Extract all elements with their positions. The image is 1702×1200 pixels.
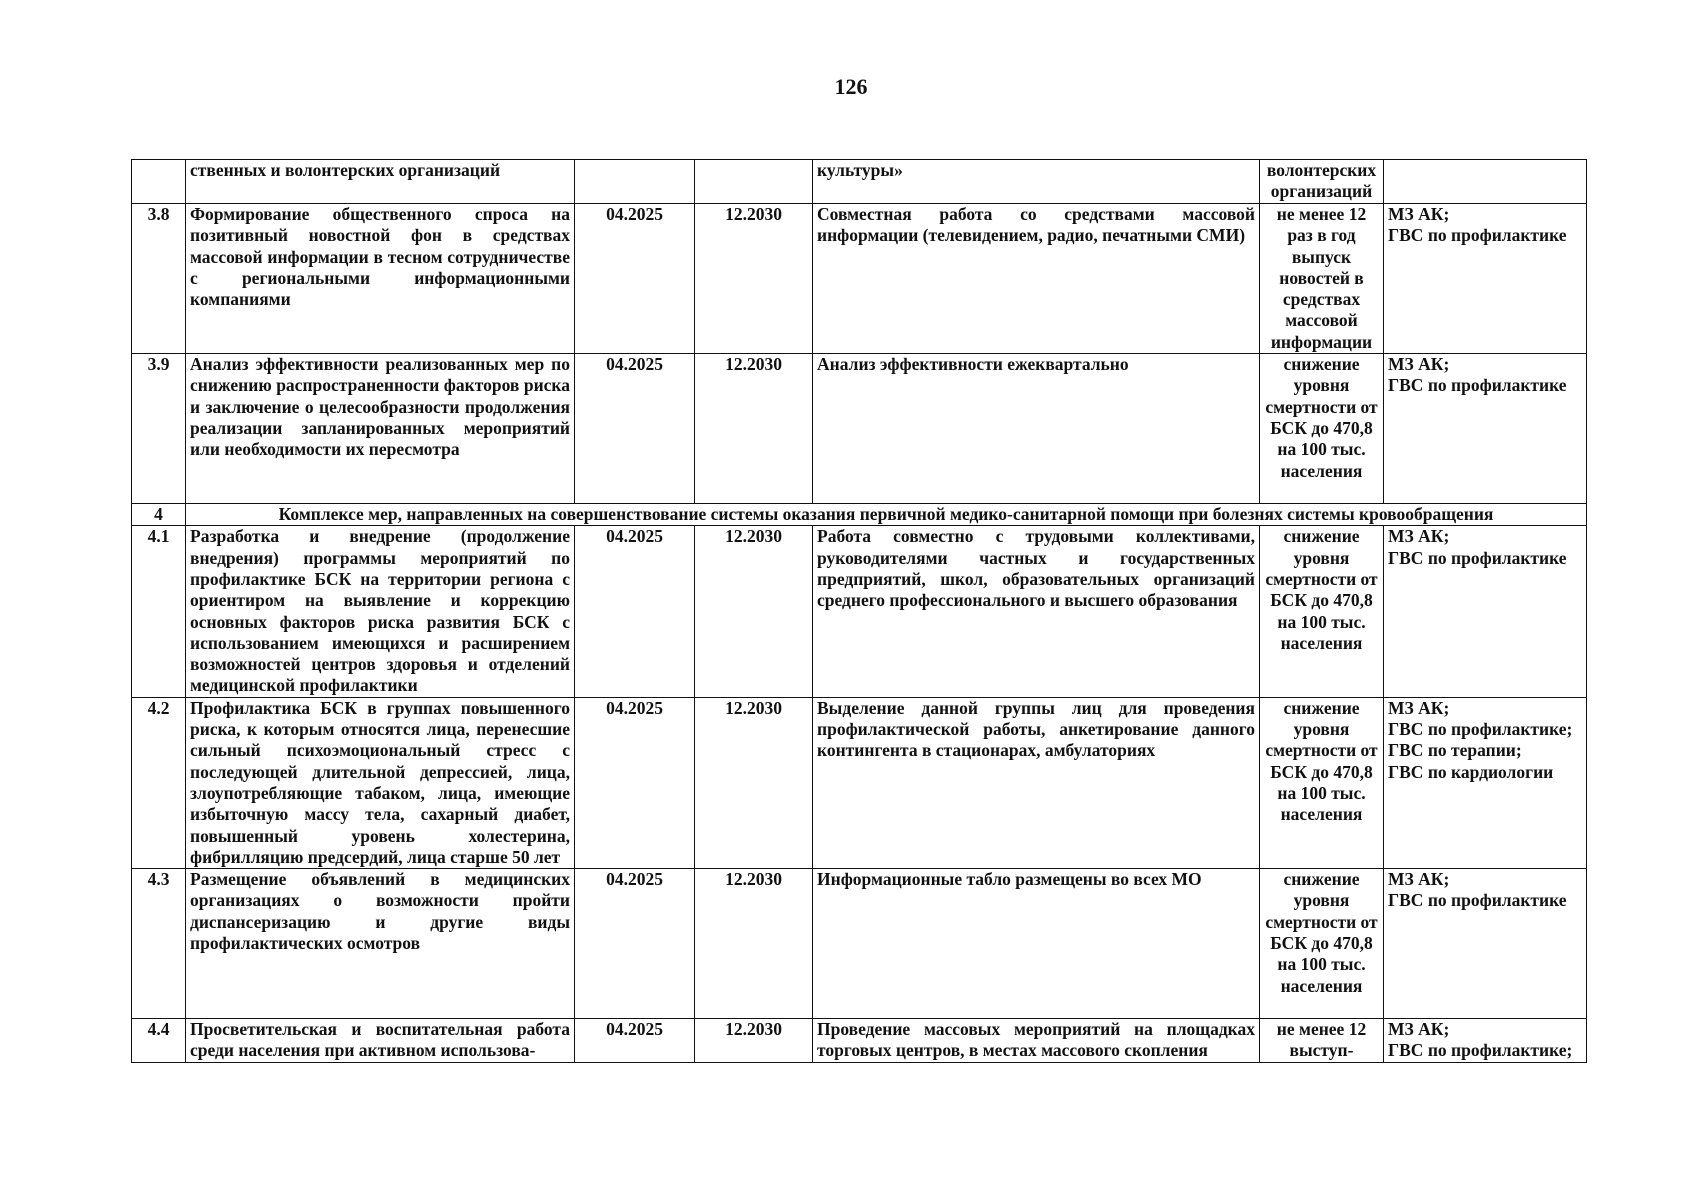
- table-row: [132, 160, 1587, 204]
- expected-result: Анализ эффективности ежеквартально: [813, 354, 1260, 504]
- indicator: снижение уровня смертности от БСК до 470,8 на 100 тыс. населения: [1260, 697, 1384, 868]
- responsible: МЗ АК; ГВС по профилактике: [1384, 869, 1587, 1019]
- indicator: не менее 12 раз в год выпуск новостей в средствах массовой информации: [1260, 204, 1384, 354]
- row-number: [132, 160, 186, 204]
- end-date: 12.2030: [695, 526, 813, 697]
- activity-name: Просветительская и воспитательная работа среди населения при активном использова-: [186, 1019, 575, 1063]
- responsible: МЗ АК; ГВС по профилактике: [1384, 204, 1587, 354]
- section-header-row: [132, 504, 1587, 526]
- start-date: 04.2025: [575, 526, 695, 697]
- expected-result: Совместная работа со средствами массовой информации (телевидением, радио, печатными СМИ): [813, 204, 1260, 354]
- row-number: 4.2: [132, 697, 186, 868]
- responsible: [1384, 160, 1587, 204]
- activity-name: Формирование общественного спроса на позитивный новостной фон в средствах массовой информации в тесном сотрудничестве с региональными информационными компаниями: [186, 204, 575, 354]
- end-date: 12.2030: [695, 204, 813, 354]
- activity-name: Размещение объявлений в медицинских организациях о возможности пройти диспансеризацию и другие виды профилактических осмотров: [186, 869, 575, 1019]
- responsible: МЗ АК; ГВС по профилактике; ГВС по терапии; ГВС по кардиологии: [1384, 697, 1587, 868]
- action-plan-table: [131, 159, 1587, 1063]
- activity-name: Разработка и внедрение (продолжение внедрения) программы мероприятий по профилактике БСК на территории региона с ориентиром на выявление и коррекцию основных факторов риска развития БСК с использованием имеющихся и расширением возможностей центров здоровья и отделений медицинской профилактики: [186, 526, 575, 697]
- expected-result: Информационные табло размещены во всех МО: [813, 869, 1260, 1019]
- responsible: МЗ АК; ГВС по профилактике: [1384, 526, 1587, 697]
- end-date: [695, 160, 813, 204]
- responsible: МЗ АК; ГВС по профилактике;: [1384, 1019, 1587, 1063]
- activity-name: Анализ эффективности реализованных мер по снижению распространенности факторов риска и заключение о целесообразности продолжения реализации запланированных мероприятий или необходимости их пересмотра: [186, 354, 575, 504]
- table-row: [132, 1019, 1587, 1063]
- start-date: 04.2025: [575, 697, 695, 868]
- indicator: не менее 12 выступ-: [1260, 1019, 1384, 1063]
- row-number: 4.3: [132, 869, 186, 1019]
- table-row: [132, 697, 1587, 868]
- end-date: 12.2030: [695, 354, 813, 504]
- expected-result: Проведение массовых мероприятий на площадках торговых центров, в местах массового скопления: [813, 1019, 1260, 1063]
- start-date: 04.2025: [575, 204, 695, 354]
- end-date: 12.2030: [695, 697, 813, 868]
- table-row: [132, 526, 1587, 697]
- section-number: 4: [132, 504, 186, 526]
- expected-result: культуры»: [813, 160, 1260, 204]
- page-number: 126: [834, 74, 868, 99]
- end-date: 12.2030: [695, 869, 813, 1019]
- indicator: волонтерских организаций: [1260, 160, 1384, 204]
- start-date: 04.2025: [575, 354, 695, 504]
- activity-name: Профилактика БСК в группах повышенного риска, к которым относятся лица, перенесшие сильный психоэмоциональный стресс с последующей длительной депрессией, лица, злоупотребляющие табаком, лица, имеющие избыточную массу тела, сахарный диабет, повышенный уровень холестерина, фибрилляцию предсердий, лица старше 50 лет: [186, 697, 575, 868]
- expected-result: Выделение данной группы лиц для проведения профилактической работы, анкетирование данного контингента в стационарах, амбулаториях: [813, 697, 1260, 868]
- indicator: снижение уровня смертности от БСК до 470,8 на 100 тыс. населения: [1260, 354, 1384, 504]
- end-date: 12.2030: [695, 1019, 813, 1063]
- table-row: [132, 354, 1587, 504]
- start-date: [575, 160, 695, 204]
- indicator: снижение уровня смертности от БСК до 470,8 на 100 тыс. населения: [1260, 869, 1384, 1019]
- table-row: [132, 869, 1587, 1019]
- start-date: 04.2025: [575, 869, 695, 1019]
- section-title: Комплексе мер, направленных на совершенствование системы оказания первичной медико-санитарной помощи при болезнях системы кровообращения: [186, 504, 1587, 526]
- activity-name: ственных и волонтерских организаций: [186, 160, 575, 204]
- row-number: 4.4: [132, 1019, 186, 1063]
- row-number: 3.9: [132, 354, 186, 504]
- responsible: МЗ АК; ГВС по профилактике: [1384, 354, 1587, 504]
- indicator: снижение уровня смертности от БСК до 470,8 на 100 тыс. населения: [1260, 526, 1384, 697]
- row-number: 4.1: [132, 526, 186, 697]
- expected-result: Работа совместно с трудовыми коллективами, руководителями частных и государственных предприятий, школ, образовательных организаций среднего профессионального и высшего образования: [813, 526, 1260, 697]
- row-number: 3.8: [132, 204, 186, 354]
- table-row: [132, 204, 1587, 354]
- start-date: 04.2025: [575, 1019, 695, 1063]
